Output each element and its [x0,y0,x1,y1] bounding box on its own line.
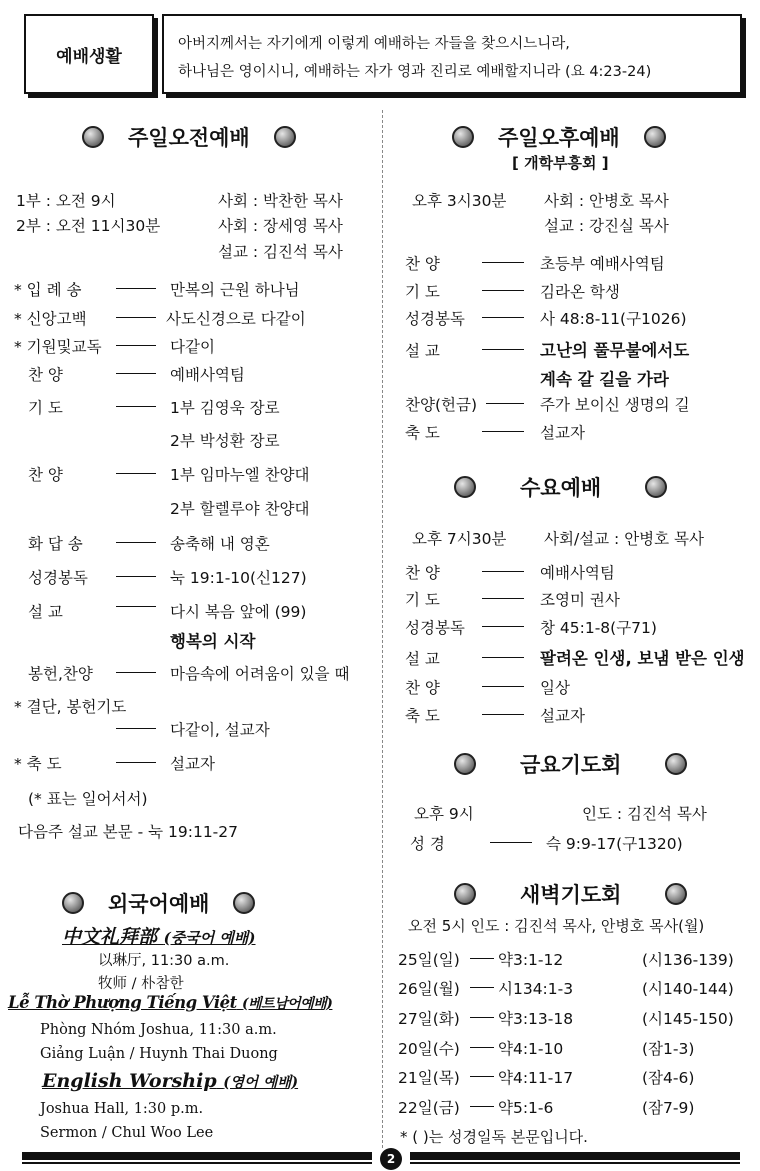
bullet-icon [82,126,104,148]
friday-scripture-label: 성 경 [410,835,445,853]
wednesday-sermon-title: 팔려온 인생, 보냄 받은 인생 [540,649,745,668]
afternoon-subtitle: [ 개학부흥회 ] [512,154,609,172]
english-sermon: Sermon / Chul Woo Lee [40,1125,214,1141]
sunday-morning-title: 주일오전예배 [82,122,296,152]
order-label: 기 도 [405,283,440,301]
order-content: 김라온 학생 [540,283,620,301]
order-label: 화 답 송 [28,535,83,553]
service-2-time: 2부 : 오전 11시30분 [16,217,161,235]
dash-line [116,576,156,577]
order-content: 마음속에 어려움이 있을 때 [170,665,350,683]
order-label: * 신앙고백 [14,310,87,328]
friday-title: 금요기도회 [454,749,687,779]
header-verse-line1: 아버지께서는 자기에게 이렇게 예배하는 자들을 찾으시느니라, [178,36,570,52]
afternoon-time: 오후 3시30분 [412,192,507,210]
order-label: * 축 도 [14,755,62,773]
order-content: 주가 보이신 생명의 길 [540,396,690,414]
dash-line [116,406,156,407]
dash-line [116,542,156,543]
chinese-pastor: 牧师 / 朴참한 [98,976,184,992]
dawn-psalm: (잠1-3) [642,1040,695,1058]
dawn-day: 20일(수) [398,1040,460,1058]
order-label: 설 교 [405,650,440,668]
header-verse-line2: 하나님은 영이시니, 예배하는 자가 영과 진리로 예배할지니라 (요 4:23-24) [178,64,652,80]
order-content: 눅 19:1-10(신127) [170,569,307,587]
order-label: 설 교 [28,603,63,621]
standing-note: (* 표는 일어서서) [28,790,148,808]
dash-line [116,728,156,729]
order-label: 성경봉독 [28,569,88,587]
order-content-2: 2부 할렐루야 찬양대 [170,500,310,518]
bullet-icon [665,883,687,905]
dash-line [486,403,524,404]
chinese-worship-heading: 中文礼拜部 (중국어 예배) [62,926,256,948]
order-label: * 기원및교독 [14,338,102,356]
order-content: 1부 김영욱 장로 [170,399,280,417]
afternoon-sermon-title-1: 고난의 풀무불에서도 [540,341,690,360]
header-label: 예배생활 [56,46,122,67]
dawn-reading: 약5:1-6 [498,1099,554,1117]
order-label: 축 도 [405,707,440,725]
order-content: 다같이 [170,338,215,356]
afternoon-sermon-by: 설교 : 강진실 목사 [544,217,669,235]
order-content: 만복의 근원 하나님 [170,281,300,299]
dash-line [116,288,156,289]
dash-line [482,431,524,432]
footer-bar-right [410,1152,740,1160]
dash-line [482,349,524,350]
friday-time: 오후 9시 [414,805,474,823]
order-content: 일상 [540,679,570,697]
order-content: 설교자 [540,424,585,442]
dash-line [482,686,524,687]
dash-line [470,987,494,988]
order-label: 성경봉독 [405,310,465,328]
order-content: 예배사역팀 [540,564,615,582]
dash-line [482,598,524,599]
dash-line [116,606,156,607]
order-label: 찬 양 [28,366,63,384]
vietnamese-worship-heading: Lễ Thờ Phượng Tiếng Việt (베트남어예배) [8,993,333,1012]
dawn-day: 21일(목) [398,1069,460,1087]
dash-line [482,657,524,658]
dawn-psalm: (시145-150) [642,1010,734,1028]
dawn-reading: 약3:13-18 [498,1010,574,1028]
order-label: 찬양(헌금) [405,396,477,414]
dawn-reading: 약3:1-12 [498,951,564,969]
order-label: 성경봉독 [405,619,465,637]
footer-bar-left [22,1152,372,1160]
order-label: 기 도 [405,591,440,609]
order-content-2: 2부 박성환 장로 [170,432,280,450]
order-content: 다같이, 설교자 [170,721,270,739]
bullet-icon [274,126,296,148]
order-content: 예배사역팀 [170,366,245,384]
bullet-icon [62,892,84,914]
header-label-box [24,14,154,94]
dash-line [482,571,524,572]
order-label: 설 교 [405,342,440,360]
wednesday-time: 오후 7시30분 [412,530,507,548]
column-divider [382,110,383,1148]
dawn-day: 25일(일) [398,951,460,969]
order-label: 기 도 [28,399,63,417]
order-label: * 입 례 송 [14,281,82,299]
order-content: 1부 임마누엘 찬양대 [170,466,310,484]
bullet-icon [454,476,476,498]
header-verse-box [162,14,742,94]
dawn-note: * ( )는 성경일독 본문입니다. [400,1128,588,1146]
dash-line [482,714,524,715]
friday-scripture: 슥 9:9-17(구1320) [546,835,683,853]
order-label: 봉헌,찬양 [28,665,93,683]
dash-line [470,1047,494,1048]
bullet-icon [644,126,666,148]
vietnamese-sermon: Giảng Luận / Huynh Thai Duong [40,1046,278,1062]
dawn-psalm: (잠7-9) [642,1099,695,1117]
dash-line [482,317,524,318]
bullet-icon [645,476,667,498]
dash-line [470,1017,494,1018]
order-label: 축 도 [405,424,440,442]
order-content: 송축해 내 영혼 [170,535,270,553]
chinese-place: 以琳厅, 11:30 a.m. [98,953,230,969]
afternoon-sermon-title-2: 계속 갈 길을 가라 [540,370,669,389]
dawn-day: 27일(화) [398,1010,460,1028]
dash-line [116,762,156,763]
dawn-info: 오전 5시 인도 : 김진석 목사, 안병호 목사(월) [408,917,705,935]
wednesday-host: 사회/설교 : 안병호 목사 [544,530,704,548]
foreign-worship-title: 외국어예배 [62,888,255,918]
order-content: 설교자 [170,755,215,773]
order-content: 조영미 권사 [540,591,620,609]
service-2-host: 사회 : 장세영 목사 [218,217,343,235]
morning-sermon-by: 설교 : 김진석 목사 [218,243,343,261]
order-content: 다시 복음 앞에 (99) [170,603,307,621]
bullet-icon [454,753,476,775]
dash-line [116,345,156,346]
english-worship-heading: English Worship (영어 예배) [42,1070,299,1092]
order-label: 찬 양 [405,255,440,273]
dash-line [482,262,524,263]
service-1-host: 사회 : 박찬한 목사 [218,192,343,210]
wednesday-title: 수요예배 [454,472,667,502]
dawn-reading: 약4:1-10 [498,1040,564,1058]
dawn-psalm: (시136-139) [642,951,734,969]
dawn-psalm: (잠4-6) [642,1069,695,1087]
dawn-psalm: (시140-144) [642,980,734,998]
dawn-day: 26일(월) [398,980,460,998]
dash-line [116,672,156,673]
service-1-time: 1부 : 오전 9시 [16,192,116,210]
order-label: 찬 양 [405,679,440,697]
order-label: 찬 양 [28,466,63,484]
bullet-icon [454,883,476,905]
bullet-icon [665,753,687,775]
order-content: 설교자 [540,707,585,725]
afternoon-host: 사회 : 안병호 목사 [544,192,669,210]
morning-sermon-title: 행복의 시작 [170,632,256,651]
next-sermon: 다음주 설교 본문 - 눅 19:11-27 [18,823,238,841]
dawn-reading: 약4:11-17 [498,1069,574,1087]
dash-line [490,842,532,843]
order-label: * 결단, 봉헌기도 [14,698,127,716]
dash-line [470,958,494,959]
dawn-prayer-title: 새벽기도회 [454,879,687,909]
order-content: 사도신경으로 다같이 [166,310,306,328]
dash-line [482,626,524,627]
dash-line [482,290,524,291]
dash-line [470,1106,494,1107]
bullet-icon [452,126,474,148]
dash-line [470,1076,494,1077]
bullet-icon [233,892,255,914]
sunday-afternoon-title: 주일오후예배 [452,122,666,152]
order-label: 찬 양 [405,564,440,582]
order-content: 초등부 예배사역팀 [540,255,665,273]
dawn-reading: 시134:1-3 [498,980,574,998]
friday-leader: 인도 : 김진석 목사 [582,805,707,823]
order-content: 사 48:8-11(구1026) [540,310,687,328]
vietnamese-place: Phòng Nhóm Joshua, 11:30 a.m. [40,1022,277,1038]
dash-line [116,473,156,474]
order-content: 창 45:1-8(구71) [540,619,657,637]
page-number: 2 [380,1148,402,1170]
dash-line [116,317,156,318]
dash-line [116,373,156,374]
english-place: Joshua Hall, 1:30 p.m. [40,1101,204,1117]
dawn-day: 22일(금) [398,1099,460,1117]
